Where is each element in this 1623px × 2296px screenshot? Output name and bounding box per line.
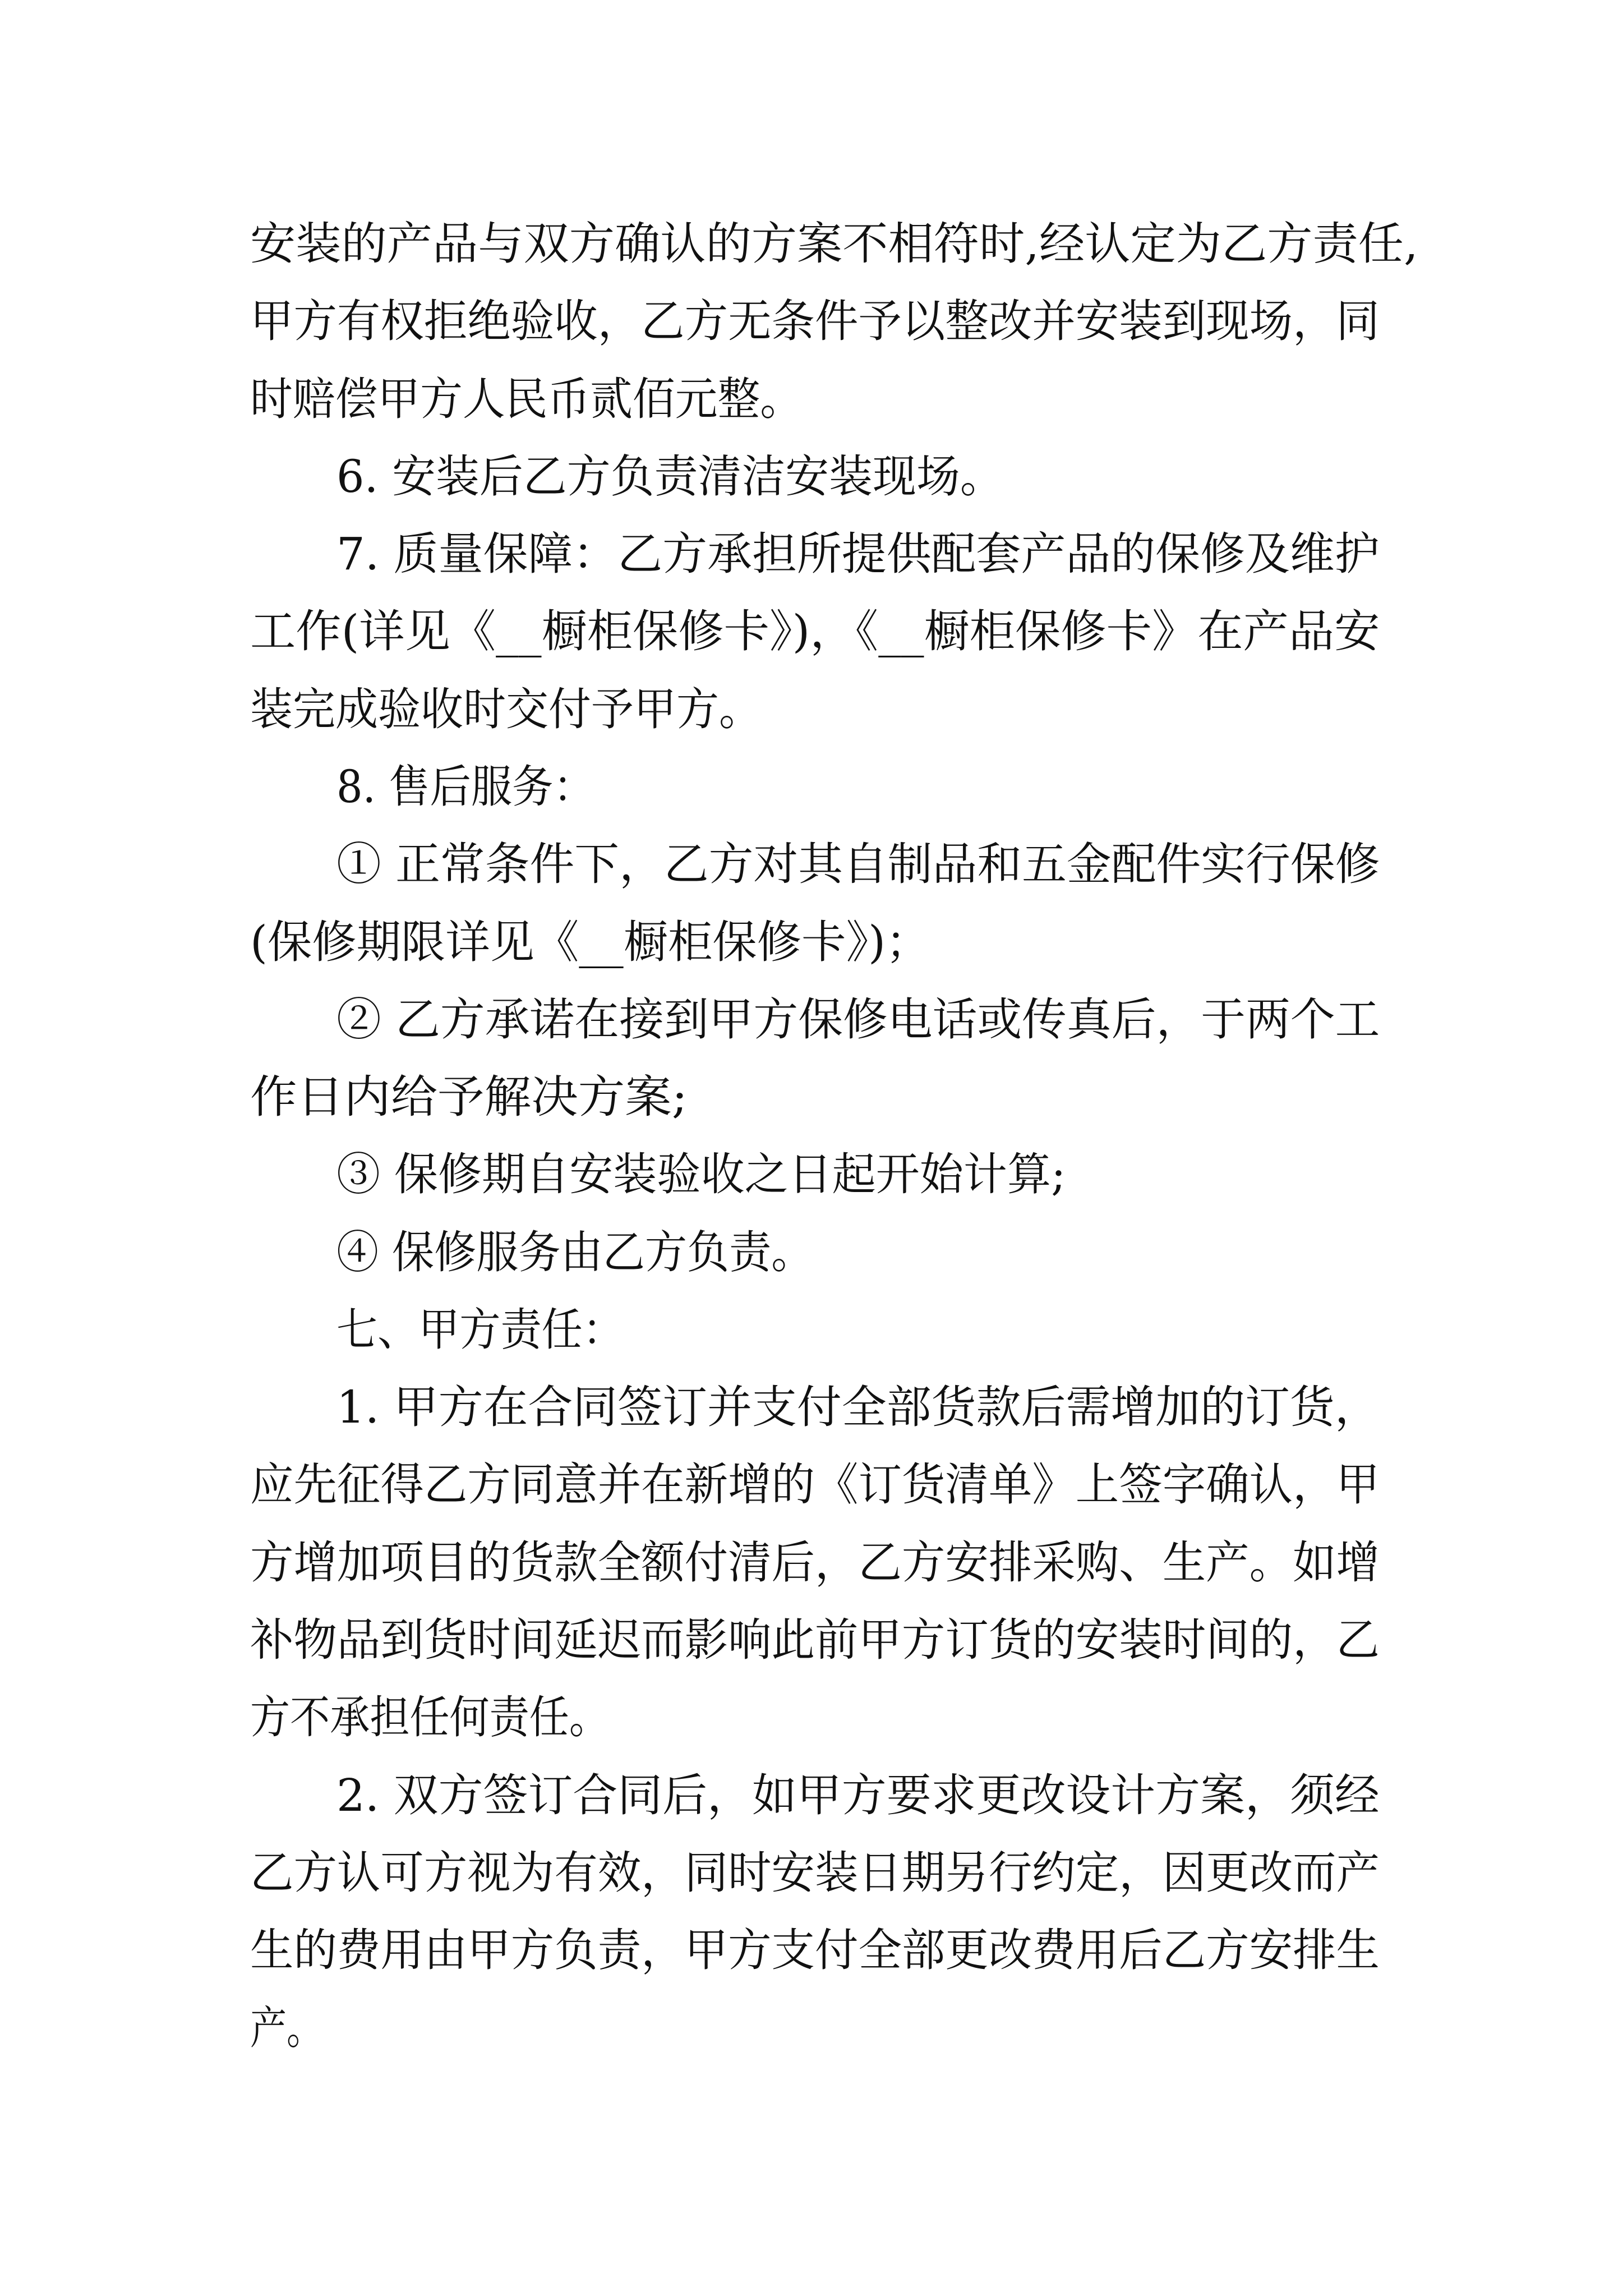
- text-line: 应先征得乙方同意并在新增的《订货清单》上签字确认，甲: [250, 1458, 1380, 1511]
- text-line: 补物品到货时间延迟而影响此前甲方订货的安装时间的，乙: [250, 1614, 1380, 1666]
- text-line: 1. 甲方在合同签订并支付全部货款后需增加的订货，: [336, 1381, 1380, 1433]
- text-line: 工作(详见《__橱柜保修卡》)，《__橱柜保修卡》在产品安: [250, 605, 1380, 657]
- text-line: ① 正常条件下，乙方对其自制品和五金配件实行保修: [336, 838, 1380, 890]
- text-line: ③ 保修期自安装验收之日起开始计算;: [336, 1148, 1066, 1200]
- text-line: 2. 双方签订合同后，如甲方要求更改设计方案，须经: [336, 1769, 1380, 1821]
- text-line: 生的费用由甲方负责，甲方支付全部更改费用后乙方安排生: [250, 1924, 1380, 1976]
- text-line: 装完成验收时交付予甲方。: [250, 683, 762, 735]
- section-heading: 七、甲方责任：: [336, 1304, 624, 1356]
- text-line: 产。: [250, 2002, 323, 2054]
- text-line: 7. 质量保障：乙方承担所提供配套产品的保修及维护: [336, 528, 1380, 580]
- text-line: ④ 保修服务由乙方负责。: [336, 1226, 814, 1278]
- text-line: 6. 安装后乙方负责清洁安装现场。: [336, 450, 1004, 503]
- text-line: 乙方认可方视为有效，同时安装日期另行约定，因更改而产: [250, 1847, 1380, 1899]
- text-line: 8. 售后服务：: [336, 761, 594, 813]
- text-line: 安装的产品与双方确认的方案不相符时,经认定为乙方责任,: [250, 218, 1418, 270]
- text-line: 甲方有权拒绝验收，乙方无条件予以整改并安装到现场，同: [250, 295, 1380, 347]
- text-line: (保修期限详见《__橱柜保修卡》)；: [250, 916, 930, 968]
- text-line: ② 乙方承诺在接到甲方保修电话或传真后，于两个工: [336, 993, 1380, 1046]
- text-line: 时赔偿甲方人民币贰佰元整。: [250, 373, 803, 425]
- text-line: 方增加项目的货款全额付清后，乙方安排采购、生产。如增: [250, 1536, 1380, 1589]
- text-line: 方不承担任何责任。: [250, 1691, 609, 1743]
- text-line: 作日内给予解决方案;: [250, 1071, 688, 1123]
